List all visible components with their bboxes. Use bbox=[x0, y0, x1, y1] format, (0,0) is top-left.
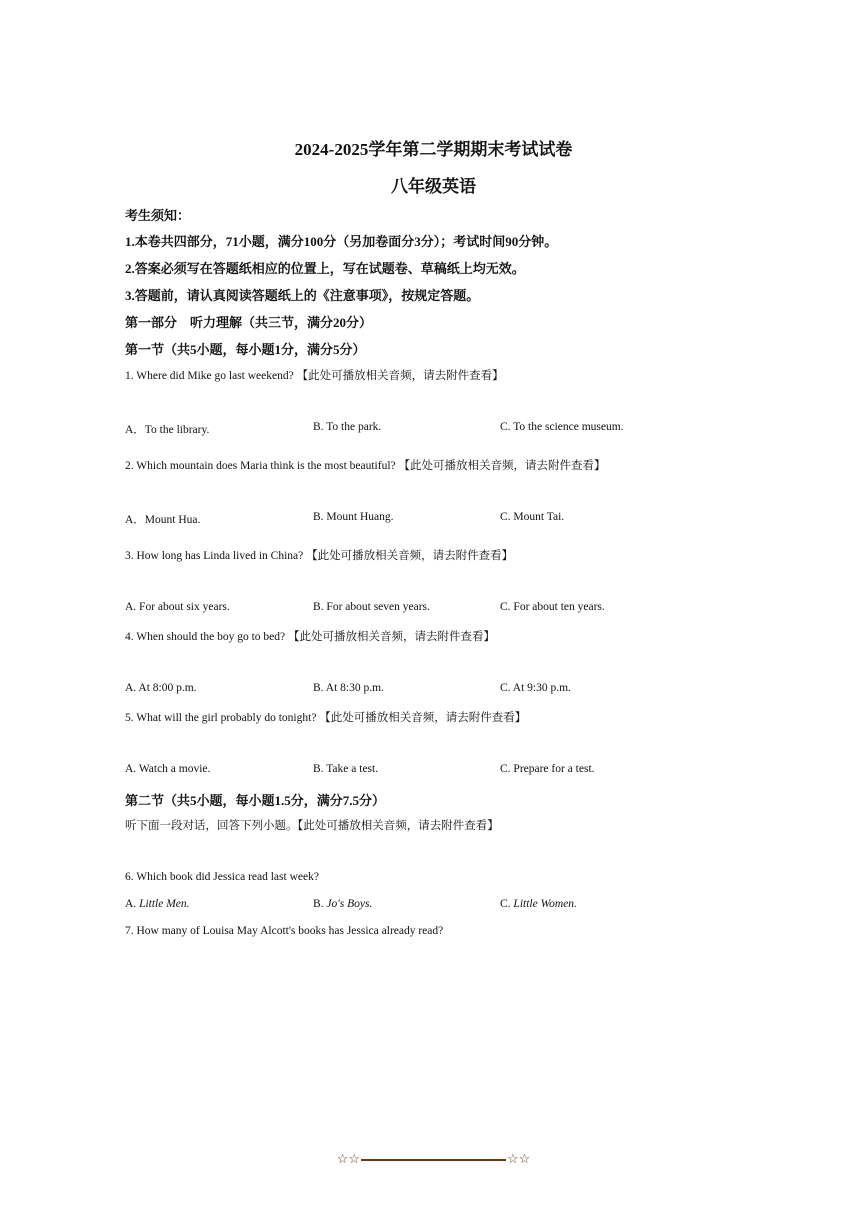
exam-subject: 八年级英语 bbox=[391, 177, 476, 196]
book-title: Little Men. bbox=[139, 898, 190, 910]
question-6: 6. Which book did Jessica read last week? bbox=[125, 871, 319, 883]
question-6-option-c bbox=[500, 898, 577, 910]
part1-heading: 第一部分 听力理解（共三节，满分20分） bbox=[125, 315, 373, 330]
question-3-option-c: C. For about ten years. bbox=[500, 601, 605, 613]
question-2-option-c: C. Mount Tai. bbox=[500, 511, 565, 523]
question-2-option-a: A．Mount Hua. bbox=[125, 514, 201, 526]
footer-decoration bbox=[0, 1151, 867, 1167]
option-letter: A. bbox=[125, 898, 137, 910]
option-letter: C. bbox=[500, 898, 511, 910]
question-5-option-b: B. Take a test. bbox=[313, 763, 379, 775]
footer-divider bbox=[361, 1159, 506, 1161]
question-1: 1. Where did Mike go last weekend? 【此处可播放相关音频，请去附件查看】 bbox=[125, 370, 504, 382]
question-5-option-c: C. Prepare for a test. bbox=[500, 763, 595, 775]
notice-item-3: 3.答题前，请认真阅读答题纸上的《注意事项》，按规定答题。 bbox=[125, 288, 480, 303]
question-3-option-b: B. For about seven years. bbox=[313, 601, 430, 613]
notice-item-1: 1.本卷共四部分，71小题，满分100分（另加卷面分3分）；考试时间90分钟。 bbox=[125, 234, 558, 249]
question-7: 7. How many of Louisa May Alcott's books has Jessica already read? bbox=[125, 925, 444, 937]
question-2: 2. Which mountain does Maria think is the most beautiful? 【此处可播放相关音频，请去附件查看】 bbox=[125, 460, 606, 472]
book-title: Jo's Boys. bbox=[326, 898, 373, 910]
notice-heading: 考生须知： bbox=[125, 208, 191, 223]
question-4: 4. When should the boy go to bed? 【此处可播放相关音频，请去附件查看】 bbox=[125, 631, 495, 643]
question-3-option-a: A. For about six years. bbox=[125, 601, 230, 613]
star-icon-left: ☆☆ bbox=[336, 1151, 360, 1166]
question-4-option-b: B. At 8:30 p.m. bbox=[313, 682, 384, 694]
question-1-option-c: C. To the science museum. bbox=[500, 421, 624, 433]
section2-heading: 第二节（共5小题，每小题1.5分，满分7.5分） bbox=[125, 793, 386, 808]
question-6-option-a bbox=[125, 898, 190, 910]
question-6-option-b bbox=[313, 898, 372, 910]
section1-heading: 第一节（共5小题，每小题1分，满分5分） bbox=[125, 342, 366, 357]
question-1-option-a: A．To the library. bbox=[125, 424, 210, 436]
question-5-option-a: A. Watch a movie. bbox=[125, 763, 211, 775]
notice-item-2: 2.答案必须写在答题纸相应的位置上，写在试题卷、草稿纸上均无效。 bbox=[125, 261, 525, 276]
book-title: Little Women. bbox=[513, 898, 577, 910]
question-4-option-a: A. At 8:00 p.m. bbox=[125, 682, 197, 694]
question-2-option-b: B. Mount Huang. bbox=[313, 511, 394, 523]
option-letter: B. bbox=[313, 898, 324, 910]
question-4-option-c: C. At 9:30 p.m. bbox=[500, 682, 571, 694]
question-3: 3. How long has Linda lived in China? 【此处可播放相关音频，请去附件查看】 bbox=[125, 550, 514, 562]
section2-instruction: 听下面一段对话，回答下列小题。【此处可播放相关音频，请去附件查看】 bbox=[125, 820, 499, 832]
question-1-option-b: B. To the park. bbox=[313, 421, 382, 433]
star-icon-right: ☆☆ bbox=[507, 1151, 531, 1166]
exam-title: 2024-2025学年第二学期期末考试试卷 bbox=[294, 140, 573, 159]
question-5: 5. What will the girl probably do tonight? 【此处可播放相关音频，请去附件查看】 bbox=[125, 712, 527, 724]
